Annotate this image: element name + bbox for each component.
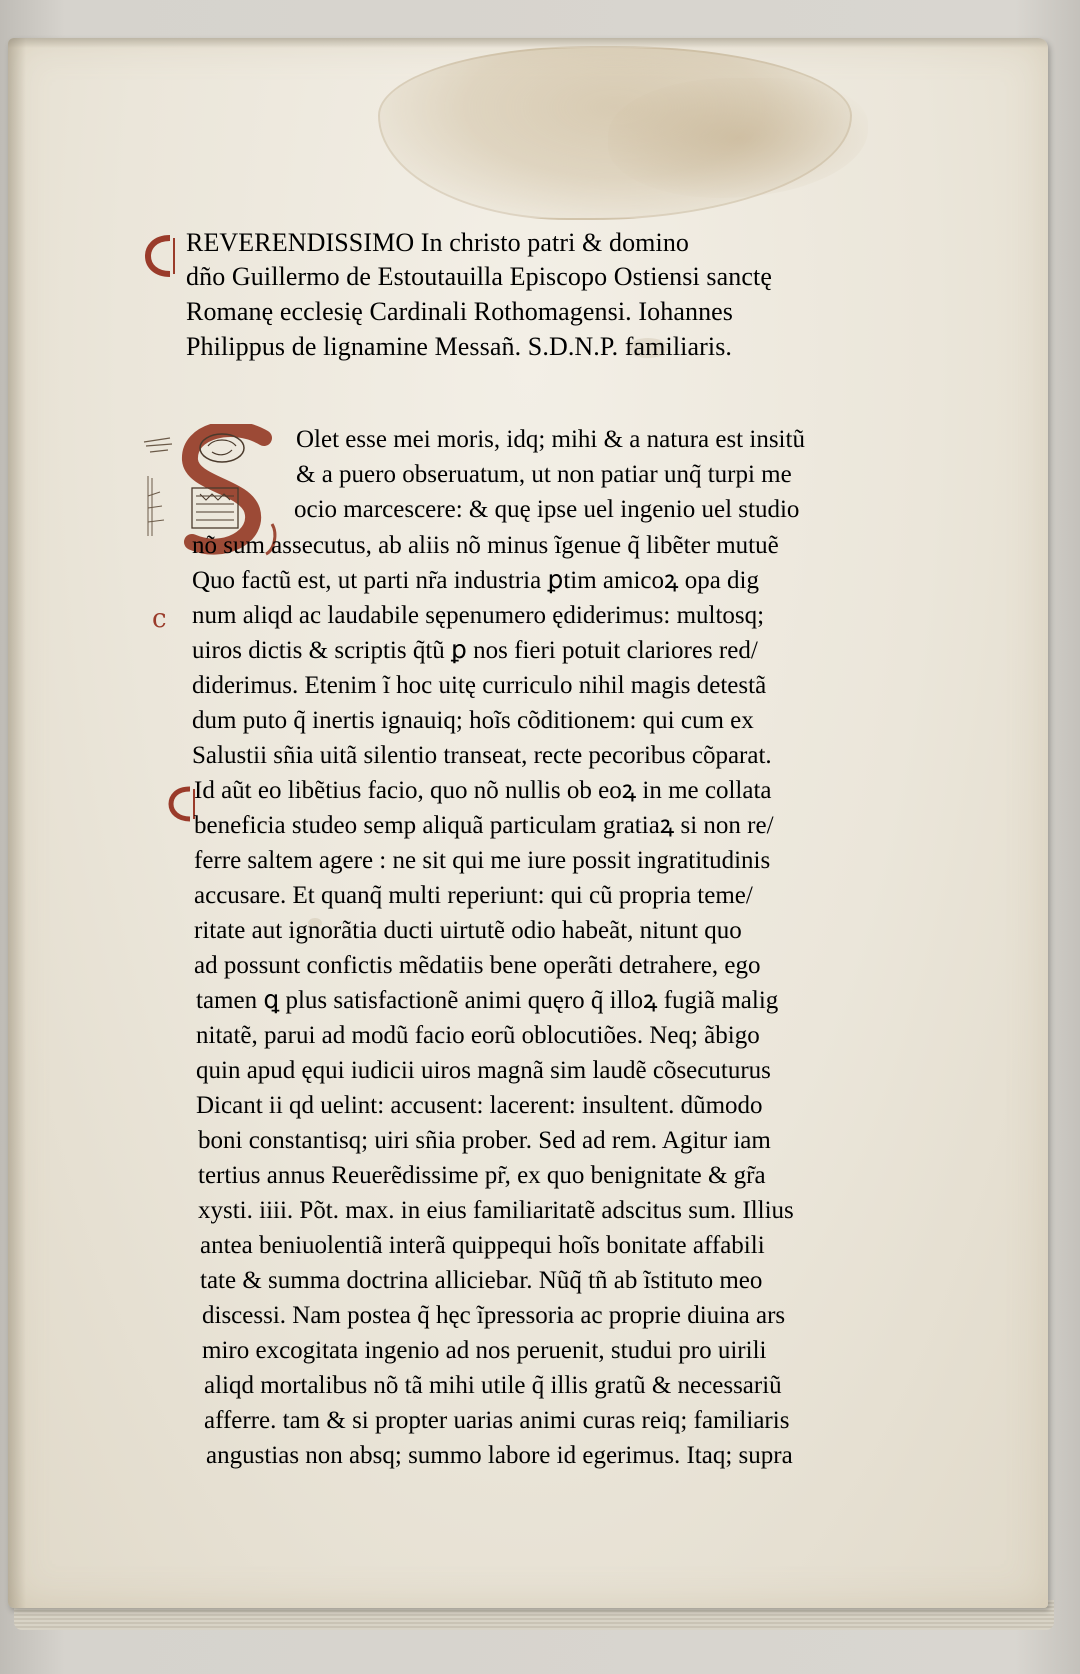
text-line: quin apud ęqui iudicii uiros magnã sim laudẽ cõsecuturus — [196, 1057, 771, 1084]
heading-line: dño Guillermo de Estoutauilla Episcopo Ostiensi sanctę — [186, 262, 772, 291]
text-line: boni constantisq; uiri sñia prober. Sed ad rem. Agitur iam — [198, 1127, 771, 1154]
text-line: angustias non absq; summo labore id egerimus. Itaq; supra — [206, 1442, 793, 1469]
text-line: xysti. iiii. Põt. max. in eius familiaritatẽ adscitus sum. Illius — [198, 1197, 794, 1224]
text-line: aliqd mortalibus nõ tã mihi utile q̃ illis gratũ & necessariũ — [204, 1372, 782, 1399]
text-line: ferre saltem agere : ne sit qui me iure possit ingratitudinis — [194, 847, 771, 874]
text-line: diderimus. Etenim ĩ hoc uitę curriculo nihil magis detestã — [192, 672, 767, 699]
text-line: Id aũt eo libẽtius facio, quo nõ nullis ob eoꝝ in me collata — [194, 777, 772, 804]
text-line: ocio marcescere: & quę ipse uel ingenio uel studio — [294, 496, 800, 523]
rubric-pilcrow-icon — [144, 234, 178, 278]
text-line: tate & summa doctrina alliciebar. Nũq̃ tñ ab ĩstituto meo — [200, 1267, 763, 1294]
heading-line: Philippus de lignamine Messañ. S.D.N.P. familiaris. — [186, 332, 733, 361]
text-line: antea beniuolentiã interã quippequi hoĩs bonitate affabili — [200, 1232, 765, 1259]
text-line: dum puto q̃ inertis ignauiq; hoĩs cõditionem: qui cum ex — [192, 707, 754, 734]
text-line: ritate aut ignorãtia ducti uirtutẽ odio habeãt, nitunt quo — [194, 917, 742, 944]
text-line: Salustii sñia uitã silentio transeat, recte pecoribus cõparat. — [192, 742, 772, 769]
text-line: afferre. tam & si propter uarias animi curas reiq; familiaris — [204, 1407, 790, 1434]
heading-line: Romanę ecclesię Cardinali Rothomagensi. Iohannes — [186, 297, 734, 326]
text-line: tertius annus Reuerẽdissime pr̃, ex quo benignitate & gr̃a — [198, 1162, 766, 1189]
book-page — [8, 38, 1048, 1608]
text-line: nitatẽ, parui ad modũ facio eorũ oblocutiões. Neq; ãbigo — [196, 1022, 760, 1049]
text-line: & a puero obseruatum, ut non patiar unq̃ turpi me — [296, 461, 792, 488]
text-line: nõ sum assecutus, ab aliis nõ minus ĩgenue q̃ libẽter mutuẽ — [192, 532, 779, 559]
water-stain-inner — [608, 78, 868, 198]
text-line: discessi. Nam postea q̃ hęc ĩpressoria ac proprie diuina ars — [202, 1302, 786, 1329]
text-line: Olet esse mei moris, idq; mihi & a natura est insitũ — [296, 426, 805, 453]
heading-line: REVERENDISSIMO In christo patri & domino — [186, 228, 690, 257]
text-line: num aliqd ac laudabile sępenumero ędiderimus: multosq; — [192, 602, 765, 629]
text-line: Quo factũ est, ut parti nr̃a industria ꝑtim amicoꝝ opa dig — [192, 567, 759, 594]
margin-doodle-icon — [140, 436, 176, 546]
text-line: tamen ꝗ plus satisfactionẽ animi quęro q̃ illoꝝ fugiã malig — [196, 987, 779, 1014]
text-line: uiros dictis & scriptis q̃tũ ꝑ nos fieri potuit clariores red/ — [192, 637, 758, 664]
text-line: accusare. Et quanq̃ multi reperiunt: qui cũ propria teme/ — [194, 882, 753, 909]
text-line: beneficia studeo semp aliquã particulam gratiaꝝ si non re/ — [194, 812, 774, 839]
text-line: miro excogitata ingenio ad nos peruenit, studui pro uirili — [202, 1337, 767, 1364]
page-top-edge — [8, 38, 1048, 48]
text-line: Dicant ii qd uelint: accusent: lacerent: insultent. dũmodo — [196, 1092, 763, 1119]
heading-paragraph-mark — [144, 234, 178, 285]
text-line: ad possunt confictis mẽdatiis bene operãti detrahere, ego — [194, 952, 761, 979]
page-gutter-shadow — [8, 38, 26, 1608]
margin-rubric-c: c — [152, 604, 167, 634]
